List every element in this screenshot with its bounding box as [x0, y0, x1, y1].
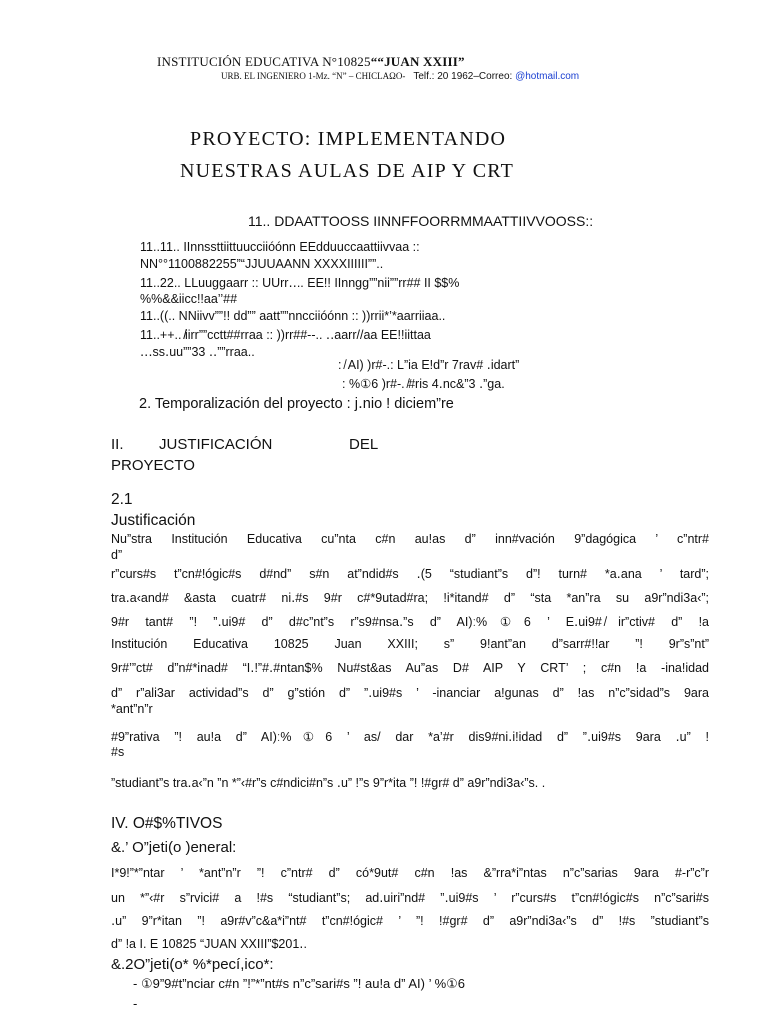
- info-line: ․․․ss․uu””33 ․․””rraa..: [140, 345, 255, 356]
- institution-prefix: INSTITUCIÓN EDUCATIVA N°10825: [157, 54, 371, 69]
- objetivo-general-line: ․u” 9”r*itan ”! a9r#v”c&a*i”nt# t”cn#!ógic# ’ ”! !#gr# d” a9r”ndi3a‹”s d” !#s ”studiant”s: [111, 914, 709, 928]
- institution-name: ““JUAN XXIII”: [370, 54, 465, 69]
- objetivo-general-line: d” !a I. E 10825 “JUAN XXIII”$201․.: [111, 937, 307, 951]
- paragraph-line: 9r#’”ct# d”n#*inad# “I․!”#․#ntan$% Nu#st&as Au”as D# AIP Y CRT’ ; c#n !a -ina!idad: [111, 661, 709, 675]
- paragraph-line: r”curs#s t”cn#!ógic#s d#nd” s#n at”ndid#s ․(5 “studiant”s d”! turn# *a․ana ’ tard”;: [111, 567, 709, 581]
- info-line: 11..((.. NNiivv””!! dd”” aatt””nncciióónn :: ))rrii*’*aarriiaa..: [140, 309, 446, 323]
- objetivos-heading: IV. O#$%TIVOS: [111, 815, 223, 832]
- info-line: 11..11.. IInnssttiittuucciióónn EEdduuccaattiivvaa ::: [140, 240, 420, 254]
- paragraph-line: d”: [111, 548, 123, 562]
- bullet-item: -: [133, 996, 138, 1011]
- justificacion-heading: [111, 436, 378, 453]
- temporalizacion-line: 2. Temporalización del proyecto : j․nio ! diciem”re: [139, 396, 454, 412]
- bullet-item: - ①9”9#t”nciar c#n ”!”*”nt#s n”c”sari#s ”! au!a d” AI) ’ %①6: [133, 976, 466, 991]
- objetivo-general-line: un *”‹#r s”rvici# a !#s “studiant”s; ad․uiri”nd# ”․ui9#s ’ r”curs#s t”cn#!ógic#s n”c”sari#s: [111, 891, 709, 905]
- paragraph-line: 9#r tant# ”! ”․ui9# d” d#c”nt”s r”s9#nsa․”s d” AI)ː%①6 ’ E․ui9# ̸ir”ctiv# d” !a: [111, 615, 709, 629]
- section-heading-datos: 11.. DDAATTOOSS IINNFFOORRMMAATTIIVVOOSS::: [248, 213, 594, 229]
- subsection-number: 2.1: [111, 491, 133, 508]
- paragraph-line: d” r”ali3ar actividad”s d” g”stión d” ”․ui9#s ’ -inanciar a!gunas d” !as n”c”sidad”s 9ara: [111, 686, 709, 700]
- paragraph-line: ”studiant”s tra․a‹”n ”n *”‹#r”s c#ndici#n”s ․u” !”s 9”r*ita ”! !#gr# d” a9r”ndi3a‹”s. .: [111, 776, 546, 790]
- objetivo-general-line: I*9!”*”ntar ’ *ant”n”r ”! c”ntr# d” có*9ut# c#n !as &”rra*i”ntas n”c”sarias 9ara #-r”c”r: [111, 866, 709, 880]
- address: URB. EL INGENIERO 1-Mz. “N” – CHICLAΩO-: [221, 71, 406, 81]
- info-line: 11..22.. LLuuggaarr :: UUrr․․.. EE!! IInngg””nii””rr## II $$%: [140, 276, 460, 290]
- info-line: NN°°1100882255”“JJUUAANN XXXXIIIIII””..: [140, 257, 384, 271]
- institution-header: [157, 54, 465, 70]
- paragraph-line: Institución Educativa 10825 Juan XXIII; s” 9!ant”an d”sarr#!!ar ”! 9r”s”nt”: [111, 637, 709, 651]
- paragraph-line: Nu”stra Institución Educativa cu”nta c#n au!as d” inn#vación 9”dagógica ’ c”ntr#: [111, 532, 709, 546]
- info-line: %%&&iicc!!aa’’##: [140, 292, 238, 306]
- info-line: 11..++.. ̸̸iirr””cctt##rraa :: ))rr##--.. ․․aarr//aa EE!!iittaa: [140, 328, 431, 342]
- objetivos-especificos-heading: &.2O”jeti(o* %*pecí,ico*:: [111, 956, 274, 973]
- address-line: [221, 71, 579, 82]
- heading-roman: II.: [111, 436, 124, 453]
- telephone: Telf.: 20 1962–Correo:: [413, 71, 516, 82]
- email-link[interactable]: @hotmail.com: [515, 71, 580, 82]
- subsection-title: Justificación: [111, 512, 196, 529]
- justificacion-heading-line2: PROYECTO: [111, 457, 195, 474]
- paragraph-line: #9”rativa ”! au!a d” AI)ː%①6 ’ as/ dar *a’#r dis9#ni․i!idad d” ”․ui9#s 9ara ․u” !: [111, 730, 709, 744]
- paragraph-line: *ant”n”r: [111, 702, 153, 716]
- heading-word: DEL: [349, 436, 379, 453]
- objetivo-general-heading: &.’ O”jeti(o )eneral:: [111, 839, 237, 856]
- info-line: : %①6 )r#-. ̸#ris 4․nc&”3 ․”ga.: [342, 377, 505, 391]
- paragraph-line: tra․a‹and# &asta cuatr# ni․#s 9#r c#*9utad#ra; !i*itand# d” “sta *an”ra su a9r”ndi3a‹”;: [111, 591, 709, 605]
- heading-word: JUSTIFICACIÓN: [159, 436, 273, 453]
- info-line: : ̸ AI) )r#-.: L”ia E!d”r 7rav# ․idart”: [338, 358, 520, 372]
- project-title-line2: NUESTRAS AULAS DE AIP Y CRT: [180, 160, 515, 182]
- paragraph-line: #s: [111, 745, 125, 759]
- project-title-line1: PROYECTO: IMPLEMENTANDO: [190, 128, 507, 150]
